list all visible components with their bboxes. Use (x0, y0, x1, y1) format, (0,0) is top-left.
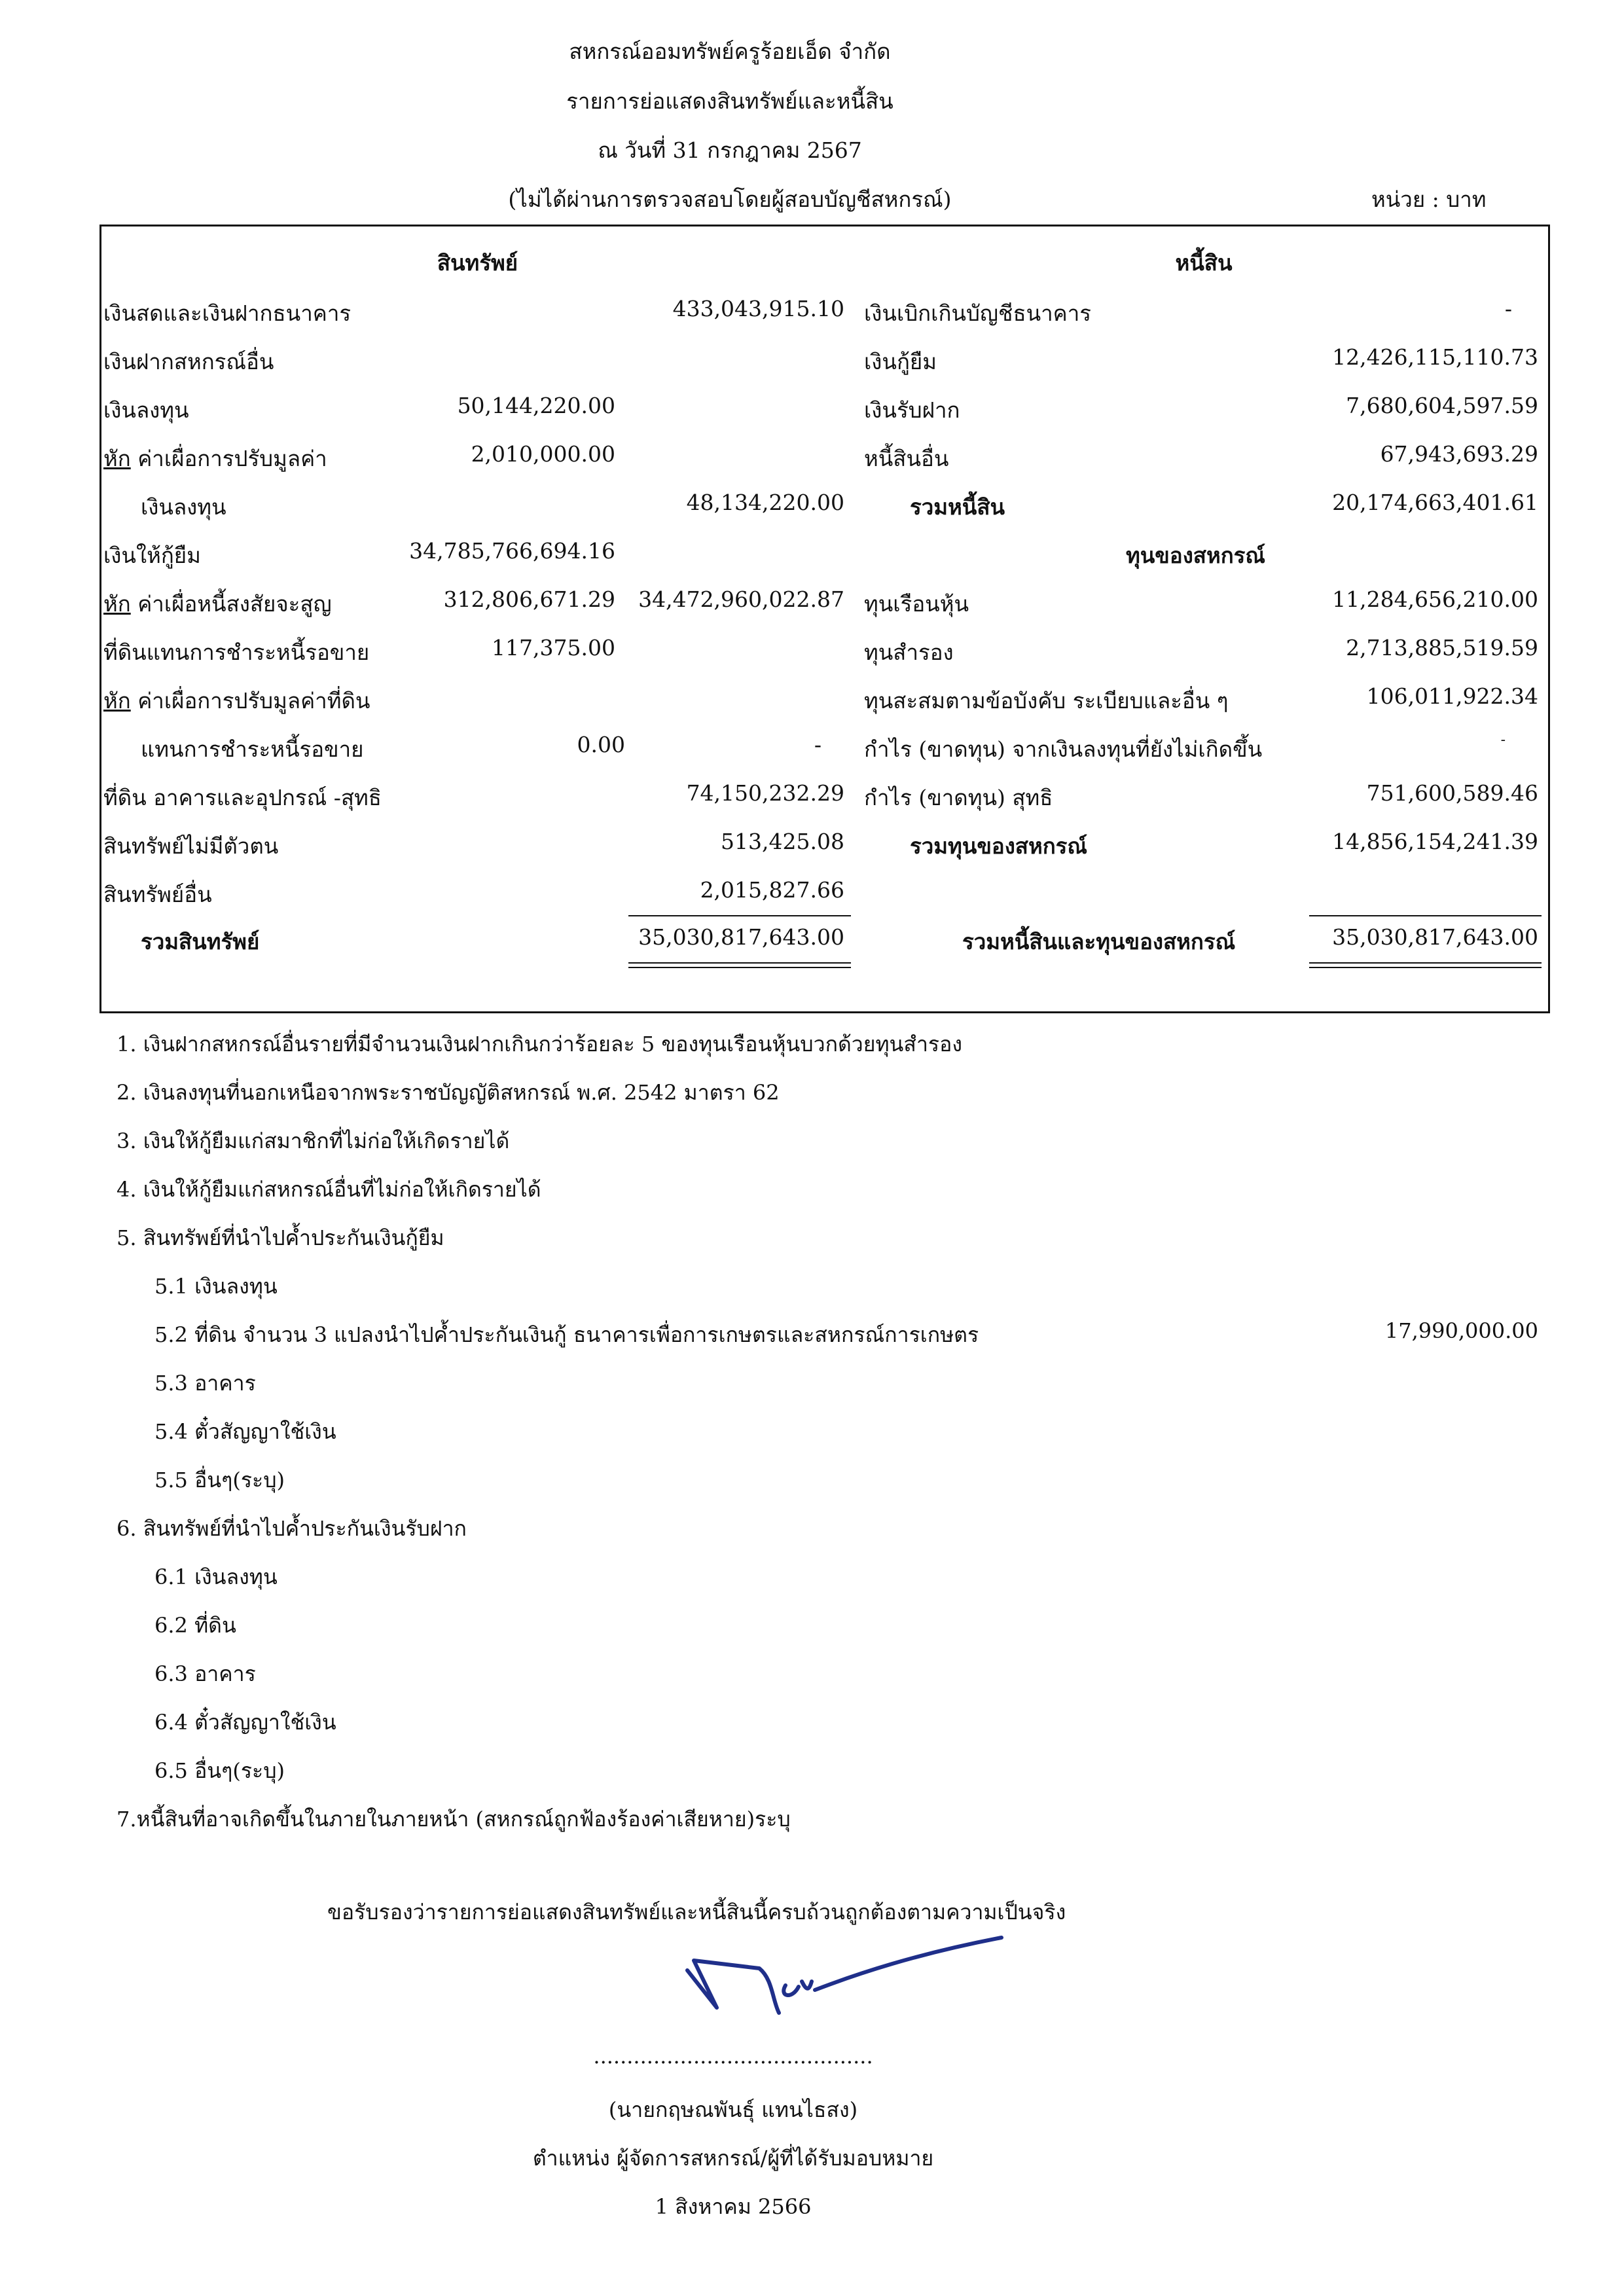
loans-less-amount: 312,806,671.29 (443, 587, 615, 612)
shares-amount: 11,284,656,210.00 (1332, 587, 1538, 612)
note-5-4: 5.4 ตั๋วสัญญาใช้เงิน (154, 1419, 336, 1444)
less-word: หัก (103, 446, 131, 471)
note-6-2: 6.2 ที่ดิน (154, 1613, 236, 1638)
overdraft-amount: - (1504, 296, 1512, 321)
land-less2-amount: 0.00 (577, 732, 625, 757)
investment-net-label: เงินลงทุน (141, 494, 226, 520)
certification-date: 1 สิงหาคม 2566 (655, 2194, 812, 2219)
other-liabilities-amount: 67,943,693.29 (1380, 441, 1538, 467)
investment-less-amount: 2,010,000.00 (471, 441, 615, 467)
unit-label: หน่วย : บาท (1371, 187, 1487, 212)
note-6-4: 6.4 ตั๋วสัญญาใช้เงิน (154, 1710, 336, 1735)
net-profit-amount: 751,600,589.46 (1366, 780, 1538, 806)
less-word: หัก (103, 688, 131, 714)
note-6-5: 6.5 อื่นๆ(ระบุ) (154, 1758, 285, 1783)
investment-less-label: ค่าเผื่อการปรับมูลค่า (137, 446, 327, 471)
equity-total-rule-top (1309, 915, 1542, 916)
equity-heading: ทุนของสหกรณ์ (1126, 543, 1266, 568)
audit-note: (ไม่ได้ผ่านการตรวจสอบโดยผู้สอบบัญชีสหกรณ์) (508, 187, 952, 212)
total-assets-label: รวมสินทรัพย์ (141, 929, 260, 954)
signatory-name: (นายกฤษณพันธุ์ แทนไธสง) (608, 2097, 858, 2122)
certification-statement: ขอรับรองว่ารายการย่อแสดงสินทรัพย์และหนี้สินนี้ครบถ้วนถูกต้องตามความเป็นจริง (327, 1900, 1066, 1925)
loans-label: เงินให้กู้ยืม (103, 543, 201, 568)
assets-total-rule-top (628, 915, 851, 916)
coop-deposit-label: เงินฝากสหกรณ์อื่น (103, 349, 274, 374)
accumulated-amount: 106,011,922.34 (1366, 683, 1538, 709)
borrowings-amount: 12,426,115,110.73 (1332, 344, 1538, 370)
assets-total-double-rule-1 (628, 962, 851, 964)
loans-net-total: 34,472,960,022.87 (638, 587, 844, 612)
deposits-label: เงินรับฝาก (864, 397, 960, 423)
ppe-total: 74,150,232.29 (686, 780, 844, 806)
less-word: หัก (103, 591, 131, 617)
note-2: 2. เงินลงทุนที่นอกเหนือจากพระราชบัญญัติสหกรณ์ พ.ศ. 2542 มาตรา 62 (117, 1080, 780, 1105)
land-debt-label: ที่ดินแทนการชำระหนี้รอขาย (103, 640, 370, 665)
other-assets-total: 2,015,827.66 (700, 877, 844, 903)
deposits-amount: 7,680,604,597.59 (1346, 393, 1538, 418)
note-5-2-amount: 17,990,000.00 (1384, 1318, 1538, 1343)
cash-total: 433,043,915.10 (672, 296, 844, 321)
intangible-total: 513,425.08 (721, 829, 844, 854)
investment-amount: 50,144,220.00 (457, 393, 615, 418)
report-title: รายการย่อแสดงสินทรัพย์และหนี้สิน (566, 88, 893, 114)
note-5-5: 5.5 อื่นๆ(ระบุ) (154, 1468, 285, 1492)
unrealized-amount: - (1500, 732, 1506, 748)
note-5: 5. สินทรัพย์ที่นำไปค้ำประกันเงินกู้ยืม (117, 1225, 444, 1250)
equity-total-double-rule-1 (1309, 962, 1542, 964)
loans-less-row (103, 587, 332, 621)
land-debt-amount: 117,375.00 (492, 635, 615, 660)
note-7: 7.หนี้สินที่อาจเกิดขึ้นในภายในภายหน้า (สหกรณ์ถูกฟ้องร้องค่าเสียหาย)ระบุ (117, 1807, 791, 1832)
land-less-row (103, 683, 370, 718)
total-liab-equity-label: รวมหนี้สินและทุนของสหกรณ์ (962, 929, 1236, 954)
accumulated-label: ทุนสะสมตามข้อบังคับ ระเบียบและอื่น ๆ (864, 688, 1229, 714)
liabilities-heading: หนี้สิน (1175, 250, 1233, 276)
land-less2-label: แทนการชำระหนี้รอขาย (141, 736, 364, 762)
total-liabilities-label: รวมหนี้สิน (910, 494, 1005, 520)
note-5-1: 5.1 เงินลงทุน (154, 1274, 278, 1299)
other-liabilities-label: หนี้สินอื่น (864, 446, 949, 471)
note-6-3: 6.3 อาคาร (154, 1661, 256, 1686)
other-assets-label: สินทรัพย์อื่น (103, 882, 212, 907)
assets-total-double-rule-2 (628, 967, 851, 968)
overdraft-label: เงินเบิกเกินบัญชีธนาคาร (864, 300, 1091, 326)
report-date: ณ วันที่ 31 กรกฎาคม 2567 (598, 137, 862, 163)
org-name: สหกรณ์ออมทรัพย์ครูร้อยเอ็ด จำกัด (569, 39, 891, 64)
assets-heading: สินทรัพย์ (437, 250, 518, 276)
total-liabilities-amount: 20,174,663,401.61 (1332, 490, 1538, 515)
land-less2-total: - (814, 732, 821, 757)
reserve-amount: 2,713,885,519.59 (1346, 635, 1538, 660)
investment-net-total: 48,134,220.00 (686, 490, 844, 515)
note-5-2: 5.2 ที่ดิน จำนวน 3 แปลงนำไปค้ำประกันเงินกู้ ธนาคารเพื่อการเกษตรและสหกรณ์การเกษตร (154, 1322, 979, 1347)
total-equity-amount: 14,856,154,241.39 (1332, 829, 1538, 854)
land-less-label: ค่าเผื่อการปรับมูลค่าที่ดิน (137, 688, 370, 714)
loans-amount: 34,785,766,694.16 (409, 538, 615, 564)
reserve-label: ทุนสำรอง (864, 640, 954, 665)
note-5-3: 5.3 อาคาร (154, 1371, 256, 1396)
equity-total-double-rule-2 (1309, 967, 1542, 968)
total-liab-equity-amount: 35,030,817,643.00 (1332, 924, 1538, 950)
note-3: 3. เงินให้กู้ยืมแก่สมาชิกที่ไม่ก่อให้เกิดรายได้ (117, 1129, 510, 1153)
intangible-label: สินทรัพย์ไม่มีตัวตน (103, 833, 279, 859)
net-profit-label: กำไร (ขาดทุน) สุทธิ (864, 785, 1053, 810)
ppe-label: ที่ดิน อาคารและอุปกรณ์ -สุทธิ (103, 785, 382, 810)
unrealized-label: กำไร (ขาดทุน) จากเงินลงทุนที่ยังไม่เกิดขึ้น (864, 736, 1263, 762)
signature (681, 1934, 1008, 2039)
total-assets-amount: 35,030,817,643.00 (638, 924, 844, 950)
investment-less-row (103, 441, 327, 476)
borrowings-label: เงินกู้ยืม (864, 349, 937, 374)
note-6: 6. สินทรัพย์ที่นำไปค้ำประกันเงินรับฝาก (117, 1516, 467, 1541)
loans-less-label: ค่าเผื่อหนี้สงสัยจะสูญ (137, 591, 332, 617)
note-4: 4. เงินให้กู้ยืมแก่สหกรณ์อื่นที่ไม่ก่อให้เกิดรายได้ (117, 1177, 541, 1202)
note-1: 1. เงินฝากสหกรณ์อื่นรายที่มีจำนวนเงินฝากเกินกว่าร้อยละ 5 ของทุนเรือนหุ้นบวกด้วยทุนสำรอง (117, 1032, 962, 1057)
signatory-position: ตำแหน่ง ผู้จัดการสหกรณ์/ผู้ที่ได้รับมอบหมาย (532, 2146, 934, 2171)
note-6-1: 6.1 เงินลงทุน (154, 1564, 278, 1589)
cash-label: เงินสดและเงินฝากธนาคาร (103, 300, 352, 326)
shares-label: ทุนเรือนหุ้น (864, 591, 969, 617)
total-equity-label: รวมทุนของสหกรณ์ (910, 833, 1088, 859)
investment-label: เงินลงทุน (103, 397, 189, 423)
signature-dots: .......................................... (593, 2044, 873, 2069)
